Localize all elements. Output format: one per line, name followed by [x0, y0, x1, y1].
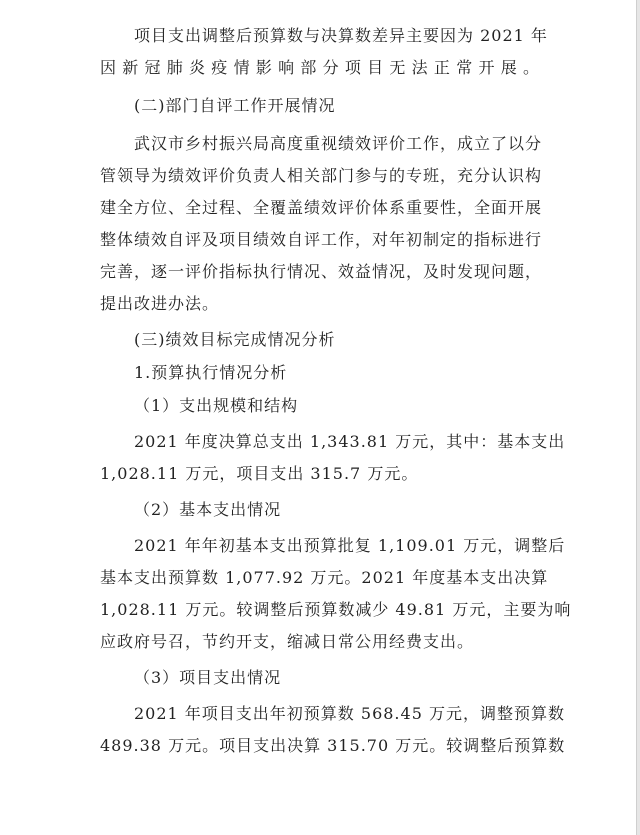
text-line: 489.38 万元。项目支出决算 315.70 万元。较调整后预算数	[100, 736, 566, 755]
text-line: 2021 年项目支出年初预算数 568.45 万元，调整预算数	[134, 704, 565, 723]
text-line: 项目支出调整后预算数与决算数差异主要因为 2021 年	[134, 26, 548, 45]
subsection-heading: 1.预算执行情况分析	[134, 363, 288, 382]
text-line: 整体绩效自评及项目绩效自评工作，对年初制定的指标进行	[100, 230, 543, 249]
subsection-heading: （3）项目支出情况	[134, 668, 282, 687]
text-line: 2021 年度决算总支出 1,343.81 万元，其中：基本支出	[134, 432, 566, 451]
text-line: 1,028.11 万元，项目支出 315.7 万元。	[100, 464, 419, 483]
subsection-heading: （1）支出规模和结构	[134, 396, 299, 415]
text-line: 建全方位、全过程、全覆盖绩效评价体系重要性，全面开展	[100, 198, 543, 217]
text-line: 1,028.11 万元。较调整后预算数减少 49.81 万元，主要为响	[100, 600, 572, 619]
text-line: 武汉市乡村振兴局高度重视绩效评价工作，成立了以分	[134, 134, 543, 153]
section-heading: (二)部门自评工作开展情况	[134, 96, 336, 115]
text-line: 因新冠肺炎疫情影响部分项目无法正常开展。	[100, 58, 540, 77]
text-line: 完善，逐一评价指标执行情况、效益情况，及时发现问题，	[100, 262, 543, 281]
text-line: 应政府号召，节约开支，缩减日常公用经费支出。	[100, 632, 475, 651]
section-heading: (三)绩效目标完成情况分析	[134, 330, 336, 349]
text-line: 管领导为绩效评价负责人相关部门参与的专班，充分认识构	[100, 166, 543, 185]
text-line: 2021 年年初基本支出预算批复 1,109.01 万元，调整后	[134, 536, 566, 555]
text-line: 基本支出预算数 1,077.92 万元。2021 年度基本支出决算	[100, 568, 549, 587]
text-line: 提出改进办法。	[100, 294, 220, 313]
subsection-heading: （2）基本支出情况	[134, 500, 282, 519]
